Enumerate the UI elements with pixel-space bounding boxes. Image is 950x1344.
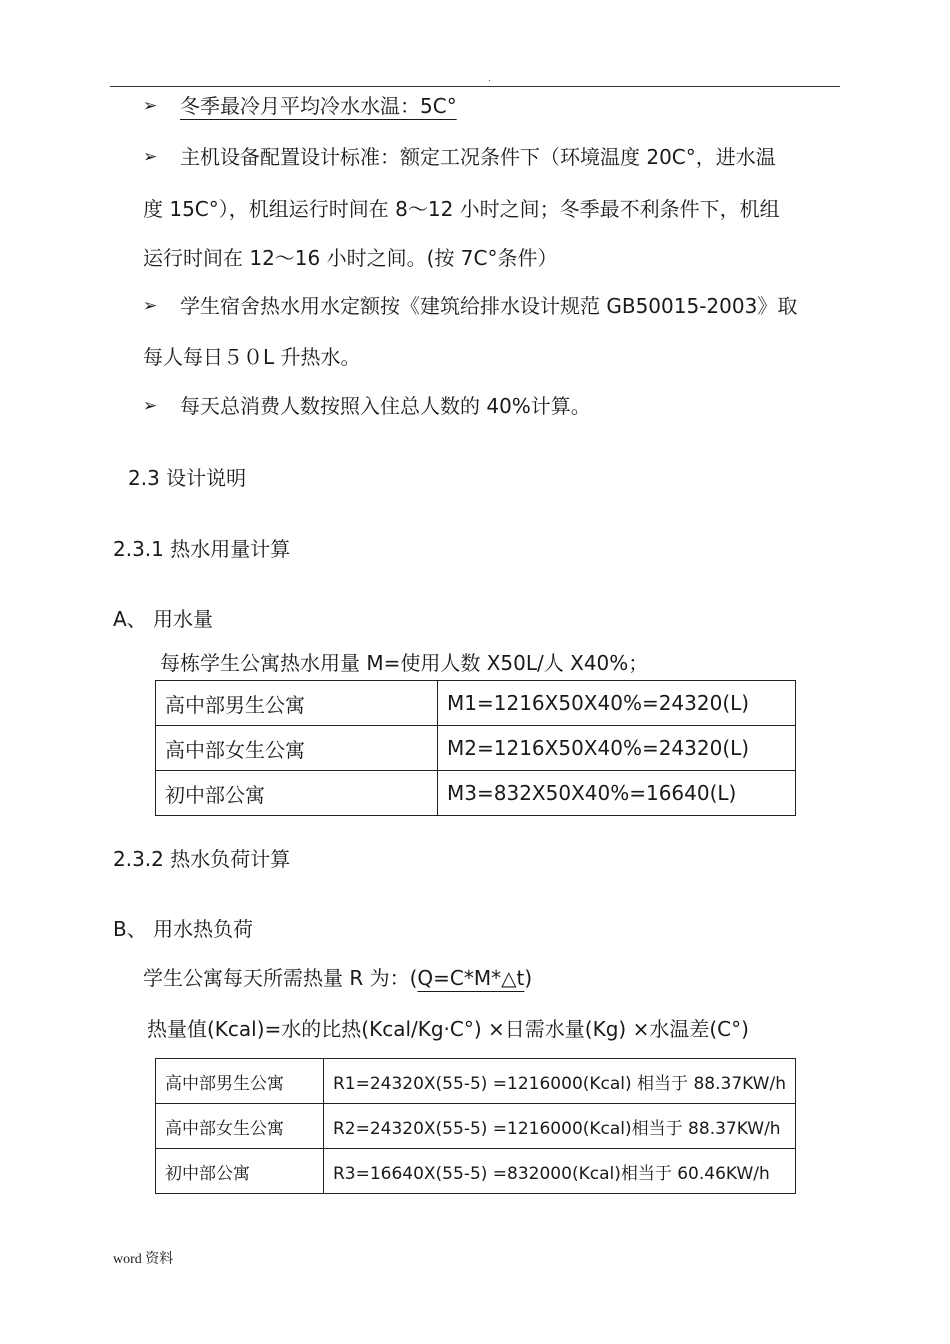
table-cell-value: R3=16640X(55-5) =832000(Kcal)相当于 60.46KW/h: [323, 1149, 795, 1194]
bullet-text-water-quota: 学生宿舍热水用水定额按《建筑给排水设计规范 GB50015-2003》取: [180, 294, 798, 318]
heat-formula: Q=C*M*△t: [417, 966, 525, 990]
table-row: [156, 1104, 796, 1149]
table-row: [156, 1059, 796, 1104]
table-row: [156, 726, 796, 771]
bullet-text-design-standard-line3: 运行时间在 12～16 小时之间。(按 7C°条件）: [143, 246, 558, 270]
table-cell-value: M3=832X50X40%=16640(L): [438, 771, 796, 816]
table-cell-building: 初中部公寓: [156, 1149, 324, 1194]
bullet-marker: ➢: [143, 296, 158, 316]
bullet-text-design-standard: 主机设备配置设计标准：额定工况条件下（环境温度 20C°，进水温: [180, 145, 776, 169]
page-footer: word 资料: [113, 1252, 174, 1267]
header-rule: [110, 86, 840, 87]
table-row: [156, 681, 796, 726]
header-dot: .: [488, 74, 491, 84]
bullet-text-cold-water-temp: 冬季最冷月平均冷水水温：5C°: [180, 94, 457, 118]
table-row: [156, 771, 796, 816]
table-cell-building: 初中部公寓: [156, 771, 438, 816]
section-heading-2-3-1: 2.3.1 热水用量计算: [113, 537, 291, 561]
heat-load-table: [155, 1058, 796, 1194]
formula-water-usage: 每栋学生公寓热水用量 M=使用人数 X50L/人 X40%；: [160, 651, 649, 675]
table-cell-value: R1=24320X(55-5) =1216000(Kcal) 相当于 88.37KW/h: [323, 1059, 795, 1104]
table-cell-value: M1=1216X50X40%=24320(L): [438, 681, 796, 726]
heat-requirement-line: [143, 964, 532, 992]
item-heading-a: A、 用水量: [113, 607, 214, 631]
section-heading-2-3-2: 2.3.2 热水负荷计算: [113, 847, 291, 871]
water-usage-table: [155, 680, 796, 816]
table-cell-building: 高中部男生公寓: [156, 1059, 324, 1104]
bullet-marker: ➢: [143, 96, 158, 116]
heat-definition: 热量值(Kcal)=水的比热(Kcal/Kg·C°) ×日需水量(Kg) ×水温差(C°): [147, 1017, 749, 1041]
bullet-marker: ➢: [143, 147, 158, 167]
item-heading-b: B、 用水热负荷: [113, 917, 254, 941]
bullet-text-consumer-ratio: 每天总消费人数按照入住总人数的 40%计算。: [180, 394, 591, 418]
bullet-marker: ➢: [143, 396, 158, 416]
table-cell-value: M2=1216X50X40%=24320(L): [438, 726, 796, 771]
section-heading-2-3: 2.3 设计说明: [128, 466, 247, 490]
table-cell-value: R2=24320X(55-5) =1216000(Kcal)相当于 88.37KW/h: [323, 1104, 795, 1149]
table-cell-building: 高中部女生公寓: [156, 726, 438, 771]
table-cell-building: 高中部男生公寓: [156, 681, 438, 726]
heat-requirement-suffix: ): [524, 966, 533, 990]
bullet-text-design-standard-line2: 度 15C°），机组运行时间在 8～12 小时之间；冬季最不利条件下，机组: [143, 197, 780, 221]
heat-requirement-prefix: 学生公寓每天所需热量 R 为：(: [143, 966, 418, 990]
table-row: [156, 1149, 796, 1194]
table-cell-building: 高中部女生公寓: [156, 1104, 324, 1149]
bullet-text-water-quota-line2: 每人每日５０L 升热水。: [143, 345, 361, 369]
